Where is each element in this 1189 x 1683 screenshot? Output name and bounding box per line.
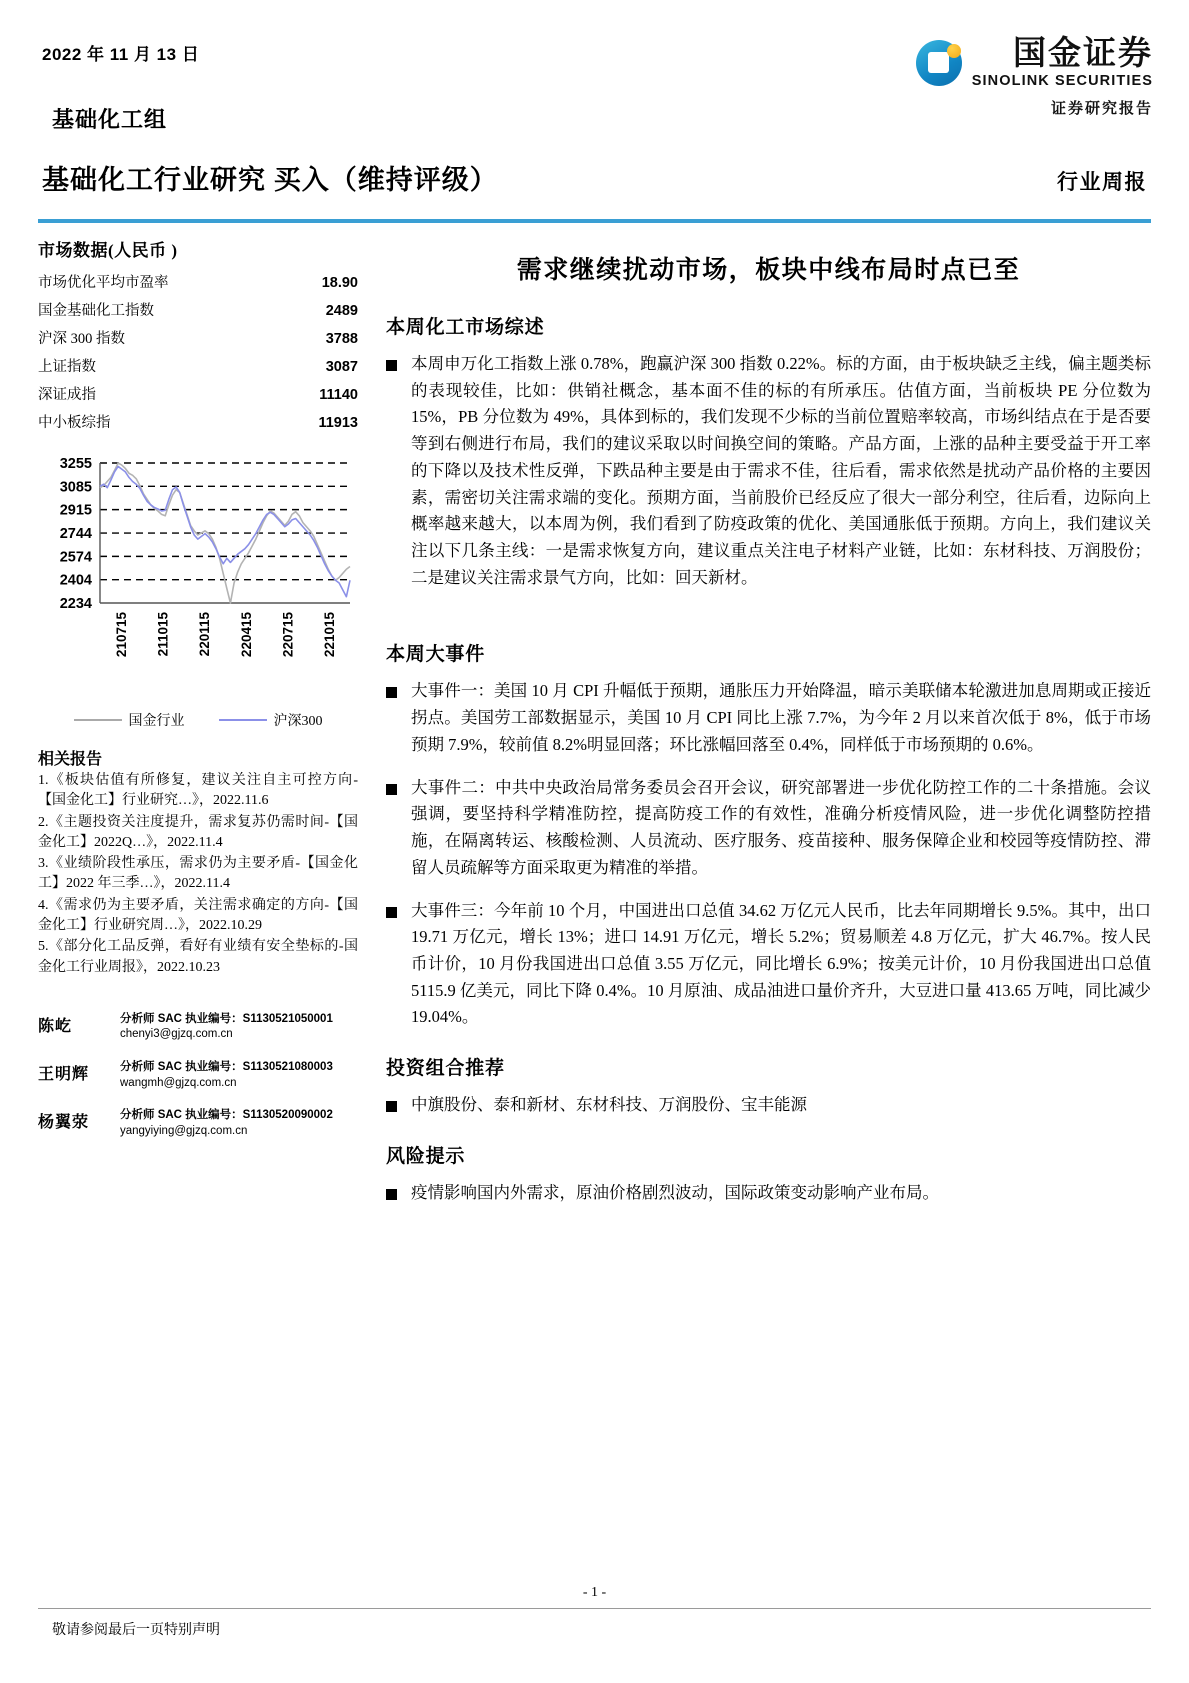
- legend-item-1: [219, 710, 323, 730]
- sidebar: [38, 236, 358, 1156]
- analyst-entry: [38, 1012, 358, 1043]
- square-bullet-icon: [386, 784, 397, 795]
- market-row-value: 3087: [325, 358, 358, 375]
- square-bullet-icon: [386, 1189, 397, 1200]
- chart-canvas: [38, 451, 358, 696]
- section-heading: 风险提示: [386, 1145, 466, 1167]
- risk-text: 疫情影响国内外需求，原油价格剧烈波动，国际政策变动影响产业布局。: [411, 1182, 939, 1202]
- logo-name-cn: 国金证券: [1013, 34, 1153, 71]
- svg-text:2915: 2915: [59, 502, 92, 519]
- list-item: [386, 1180, 1151, 1207]
- paragraph-text: 本周申万化工指数上涨 0.78%，跑赢沪深 300 指数 0.22%。标的方面，由于板块缺乏主线，偏主题类标的表现较佳，比如：供销社概念，基本面不佳的标的有所承压。估值方面，当前板块 PE 分位数为 15%，PB 分位数为 49%，具体到标的，我们发现不少标的当前位置赔率较高，市场纠结点在于是否要等到右侧进行布局，我们的建议采取以时间换空间的策略。产品方面，上涨的品种主要受益于开工率的下降以及技术性反弹，下跌品种主要是由于需求不佳，往后看，需求依然是扰动产品价格的主要因素，需密切关注需求端的变化。预期方面，当前股价已经反应了很大一部分利空，往后看，边际向上概率越来越大，以本周为例，我们看到了防疫政策的优化、美国通胀低于预期。方向上，我们建议关注以下几条主线：一是需求恢复方向，建议重点关注电子材料产业链，比如：东材科技、万润股份；二是建议关注需求景气方向，比如：回天新材。: [411, 354, 1151, 587]
- market-row-label: 深证成指: [38, 386, 96, 403]
- svg-text:3255: 3255: [59, 456, 92, 472]
- market-row-label: 国金基础化工指数: [38, 302, 154, 319]
- analyst-name: 王明辉: [38, 1066, 90, 1083]
- svg-text:220415: 220415: [238, 612, 254, 658]
- list-item: [386, 678, 1151, 758]
- section-portfolio-recommendation: [386, 1053, 1151, 1119]
- related-reports-heading: 相关报告: [38, 751, 103, 768]
- market-data-table: [38, 267, 358, 435]
- analyst-list: [38, 1012, 358, 1139]
- report-type-label: 证券研究报告: [1050, 101, 1153, 117]
- svg-text:211015: 211015: [155, 612, 171, 657]
- index-performance-chart: [38, 451, 358, 696]
- section-heading: 本周化工市场综述: [386, 317, 545, 338]
- analyst-sac-number: 分析师 SAC 执业编号：S1130521050001: [120, 1012, 333, 1025]
- header-title-row: [42, 158, 1147, 197]
- legend-swatch-line-icon: [74, 719, 122, 721]
- main-content: [386, 236, 1151, 1229]
- svg-text:2234: 2234: [59, 596, 92, 612]
- related-report-item[interactable]: 3.《业绩阶段性承压，需求仍为主要矛盾-【国金化工】2022 年三季…》，2022.11.4: [38, 856, 358, 892]
- page-title: 需求继续扰动市场，板块中线布局时点已至: [516, 257, 1021, 284]
- footer-disclaimer: 敬请参阅最后一页特别声明: [52, 1623, 220, 1638]
- chart-legend: [38, 710, 358, 730]
- square-bullet-icon: [386, 1101, 397, 1112]
- svg-text:2744: 2744: [59, 526, 92, 543]
- page-number: - 1 -: [582, 1585, 607, 1600]
- legend-item-0: [74, 710, 185, 730]
- svg-text:3085: 3085: [59, 479, 92, 496]
- square-bullet-icon: [386, 907, 397, 918]
- company-logo: [916, 36, 1153, 118]
- svg-text:220715: 220715: [280, 612, 296, 658]
- logo-name-en: SINOLINK SECURITIES: [971, 73, 1153, 89]
- footer-divider: [38, 1608, 1151, 1609]
- section-risk-warning: [386, 1141, 1151, 1207]
- market-row-value: 18.90: [321, 274, 358, 291]
- related-report-item[interactable]: 4.《需求仍为主要矛盾，关注需求确定的方向-【国金化工】行业研究周…》，2022.10.29: [38, 897, 358, 934]
- report-kind-label: 行业周报: [1057, 170, 1147, 194]
- legend-swatch-line-icon: [219, 719, 267, 721]
- section-weekly-events: [386, 639, 1151, 1031]
- table-row: [38, 323, 358, 351]
- header-divider: [38, 219, 1151, 223]
- svg-text:2574: 2574: [59, 549, 92, 566]
- industry-title: 基础化工行业研究 买入（维持评级）: [42, 165, 498, 195]
- market-row-value: 3788: [325, 330, 358, 347]
- market-row-value: 11140: [319, 386, 358, 403]
- related-report-item[interactable]: 5.《部分化工品反弹，看好有业绩有安全垫标的-国金化工行业周报》，2022.10.23: [38, 939, 358, 975]
- legend-label: 沪深300: [273, 714, 323, 729]
- analyst-name: 杨翼荥: [38, 1114, 90, 1132]
- market-row-value: 2489: [325, 302, 358, 319]
- market-row-label: 沪深 300 指数: [38, 330, 125, 347]
- list-item: [386, 775, 1151, 882]
- section-heading: 投资组合推荐: [386, 1058, 505, 1080]
- square-bullet-icon: [386, 360, 397, 371]
- analyst-sac-number: 分析师 SAC 执业编号：S1130520090002: [120, 1109, 333, 1122]
- analyst-email[interactable]: chenyi3@gjzq.com.cn: [120, 1028, 233, 1041]
- svg-text:210715: 210715: [113, 612, 129, 658]
- legend-label: 国金行业: [128, 714, 185, 729]
- related-report-item[interactable]: 1.《板块估值有所修复，建议关注自主可控方向-【国金化工】行业研究…》，2022.11.6: [38, 773, 358, 809]
- sinolink-logo-icon: [916, 40, 962, 86]
- market-row-label: 市场优化平均市盈率: [38, 274, 169, 291]
- list-item: [386, 351, 1151, 591]
- market-data-body: [38, 267, 358, 435]
- analyst-email[interactable]: yangyiying@gjzq.com.cn: [120, 1124, 248, 1137]
- spacer: [386, 613, 1151, 639]
- portfolio-text: 中旗股份、泰和新材、东材科技、万润股份、宝丰能源: [411, 1095, 807, 1115]
- analyst-email[interactable]: wangmh@gjzq.com.cn: [120, 1076, 237, 1089]
- market-row-label: 中小板综指: [38, 414, 111, 431]
- svg-text:221015: 221015: [322, 612, 338, 658]
- event-text: 大事件一：美国 10 月 CPI 升幅低于预期，通胀压力开始降温，暗示美联储本轮激进加息周期或正接近拐点。美国劳工部数据显示，美国 10 月 CPI 同比上涨 7.7%，为今年 2 月以来首次低于 8%，低于市场预期 7.9%，较前值 8.2%明显回落；环比涨幅回落至 0.4%，同样低于市场预期的 0.6%。: [411, 681, 1151, 754]
- market-row-label: 上证指数: [38, 358, 96, 375]
- related-report-item[interactable]: 2.《主题投资关注度提升，需求复苏仍需时间-【国金化工】2022Q…》，2022.11.4: [38, 814, 358, 850]
- table-row: [38, 267, 358, 295]
- table-row: [38, 379, 358, 407]
- analyst-name: 陈屹: [38, 1017, 73, 1035]
- market-row-value: 11913: [318, 414, 358, 431]
- table-row: [38, 407, 358, 435]
- svg-text:2404: 2404: [59, 572, 92, 589]
- table-row: [38, 295, 358, 323]
- report-date: 2022 年 11 月 13 日: [42, 45, 200, 64]
- svg-text:220115: 220115: [197, 612, 213, 657]
- event-text: 大事件三：今年前 10 个月，中国进出口总值 34.62 万亿元人民币，比去年同期增长 9.5%。其中，出口 19.71 万亿元，增长 13%；进口 14.91 万亿元，增长 5.2%；贸易顺差 4.8 万亿元，扩大 46.7%。按人民币计价，10 月份我国进出口总值 3.55 万亿元，同比增长 6.9%；按美元计价，10 月份我国进出口总值 5115.9 亿美元，同比下降 0.4%。10 月原油、成品油进口量价齐升，大豆进口量 413.65 万吨，同比减少 19.04%。: [411, 900, 1151, 1027]
- section-heading: 本周大事件: [386, 644, 486, 666]
- list-item: [386, 898, 1151, 1032]
- analyst-sac-number: 分析师 SAC 执业编号：S1130521080003: [120, 1061, 333, 1073]
- research-group: 基础化工组: [52, 107, 168, 132]
- analyst-entry: [38, 1108, 358, 1139]
- table-row: [38, 351, 358, 379]
- section-market-summary: [386, 312, 1151, 591]
- analyst-entry: [38, 1060, 358, 1091]
- list-item: [386, 1092, 1151, 1119]
- square-bullet-icon: [386, 687, 397, 698]
- event-text: 大事件二：中共中央政治局常务委员会召开会议，研究部署进一步优化防控工作的二十条措施。会议强调，要坚持科学精准防控，提高防疫工作的有效性，准确分析疫情风险，进一步优化调整防控措施，在隔离转运、核酸检测、人员流动、医疗服务、疫苗接种、服务保障企业和校园等疫情防控、滞留人员疏解等方面采取更为精准的举措。: [411, 777, 1151, 877]
- market-data-heading: 市场数据(人民币 ): [38, 241, 178, 260]
